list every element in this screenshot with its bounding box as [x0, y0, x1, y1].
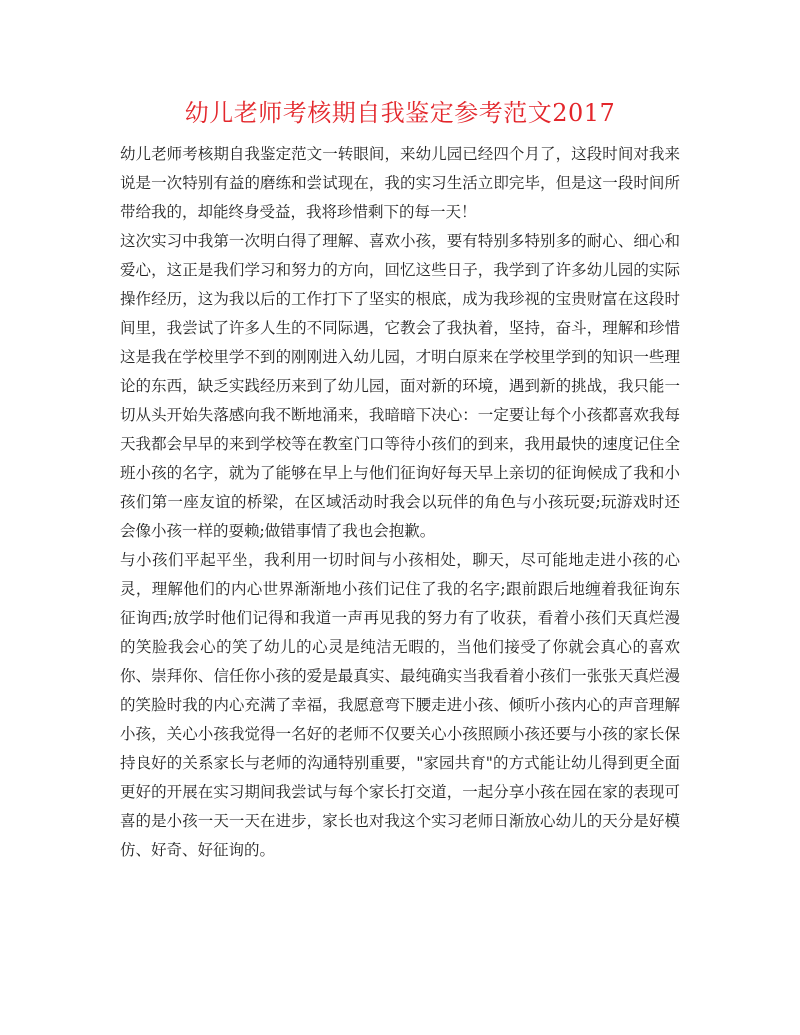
paragraph-3: 与小孩们平起平坐，我利用一切时间与小孩相处，聊天，尽可能地走进小孩的心灵，理解他们的内心世界渐渐地小孩们记住了我的名字;跟前跟后地缠着我征询东征询西;放学时他们记得和我道一声再见我的努力有了收获，看着小孩们天真烂漫的笑脸我会心的笑了幼儿的心灵是纯洁无暇的，当他们接受了你就会真心的喜欢你、崇拜你、信任你小孩的爱是最真实、最纯确实当我看着小孩们一张张天真烂漫的笑脸时我的内心充满了幸福，我愿意弯下腰走进小孩、倾听小孩内心的声音理解小孩，关心小孩我觉得一名好的老师不仅要关心小孩照顾小孩还要与小孩的家长保持良好的关系家长与老师的沟通特别重要，"家园共育"的方式能让幼儿得到更全面更好的开展在实习期间我尝试与每个家长打交道，一起分享小孩在园在家的表现可喜的是小孩一天一天在进步，家长也对我这个实习老师日渐放心幼儿的天分是好模仿、好奇、好征询的。 — [120, 551, 680, 859]
paragraph-2: 这次实习中我第一次明白得了理解、喜欢小孩，要有特别多特别多的耐心、细心和爱心，这正是我们学习和努力的方向，回忆这些日子，我学到了许多幼儿园的实际操作经历，这为我以后的工作打下了坚实的根底，成为我珍视的宝贵财富在这段时间里，我尝试了许多人生的不同际遇，它教会了我执着，坚持，奋斗，理解和珍惜这是我在学校里学不到的刚刚进入幼儿园，才明白原来在学校里学到的知识一些理论的东西，缺乏实践经历来到了幼儿园，面对新的环境，遇到新的挑战，我只能一切从头开始失落感向我不断地涌来，我暗暗下决心：一定要让每个小孩都喜欢我每天我都会早早的来到学校等在教室门口等待小孩们的到来，我用最快的速度记住全班小孩的名字，就为了能够在早上与他们征询好每天早上亲切的征询候成了我和小孩们第一座友谊的桥梁，在区域活动时我会以玩伴的角色与小孩玩耍;玩游戏时还会像小孩一样的耍赖;做错事情了我也会抱歉。 — [120, 232, 680, 540]
paragraph-1: 幼儿老师考核期自我鉴定范文一转眼间，来幼儿园已经四个月了，这段时间对我来说是一次特别有益的磨练和尝试现在，我的实习生活立即完毕，但是这一段时间所带给我的，却能终身受益，我将珍惜剩下的每一天！ — [120, 145, 680, 221]
page-title: 幼儿老师考核期自我鉴定参考范文2017 — [184, 99, 616, 127]
document-body — [120, 140, 680, 865]
